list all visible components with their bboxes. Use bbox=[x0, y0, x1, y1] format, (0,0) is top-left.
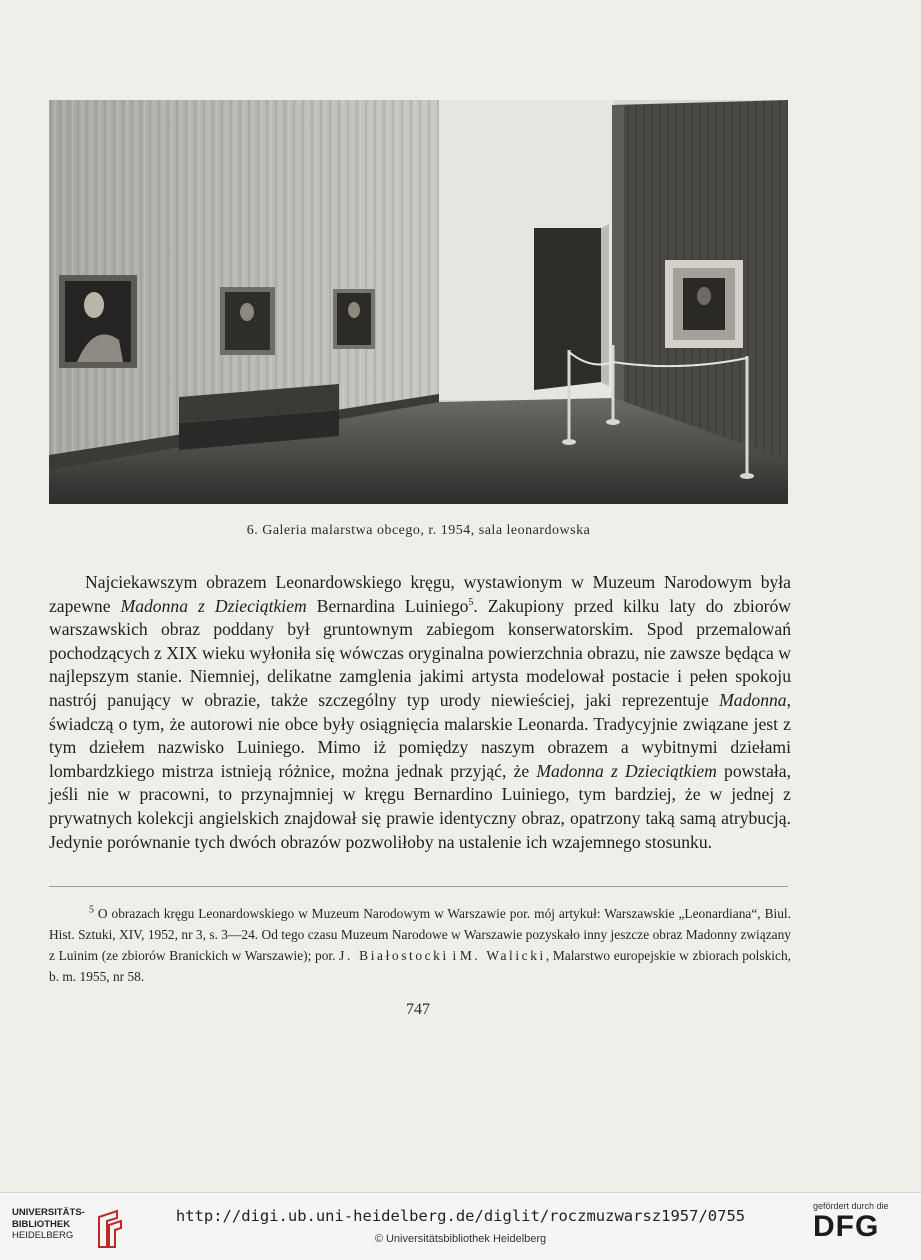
library-footer bbox=[0, 1192, 921, 1260]
text-run: Najciekawszym obrazem Leonardowskiego kręgu, wystawionym w Muzeum Narodowym była zapewne bbox=[49, 572, 791, 616]
logo-line: BIBLIOTHEK bbox=[12, 1218, 71, 1230]
italic-title: Madonna z Dzieciątkiem bbox=[120, 595, 307, 616]
footnote-paragraph bbox=[49, 903, 791, 987]
text-run: , świadczą o tym, że autorowi nie obce były osiągnięcia malarskie Leonarda. Tradycyjnie związane jest z tym dziełem nazwisko Luiniego. Mimo iż pomiędzy naszym obrazem a wybitnymi dziełami lombardzkiego mistrza istnieją różnice, można jednak przyjąć, że bbox=[49, 689, 791, 781]
footnote-number: 5 bbox=[89, 904, 94, 916]
main-text bbox=[49, 571, 791, 854]
dfg-funding-note[interactable] bbox=[813, 1201, 903, 1243]
text-run: . Zakupiony przed kilku laty do zbiorów warszawskich obraz poddany był gruntownym zabiegom konserwatorskim. Spod przemalowań pochodzących z XIX wieku wyłoniła się wówczas oryginalna powierzchnia obrazu, nie zawsze będąca w najlepszym stanie. Niemniej, delikatne zamglenia jakimi artysta modelował postacie i pełen spokoju nastrój panujący w obrazie, także szczególny typ urody niewieściej, jaki reprezentuje bbox=[49, 595, 791, 710]
italic-title: Madonna bbox=[719, 689, 787, 710]
copyright-notice: © Universitätsbibliothek Heidelberg bbox=[374, 1233, 547, 1245]
logo-line: UNIVERSITÄTS- bbox=[12, 1207, 85, 1218]
author-name: J. Białostocki bbox=[339, 948, 449, 963]
text-run: , Malarstwo europejskie w zbiorach polskich, b. m. 1955, nr 58. bbox=[49, 948, 792, 984]
gallery-photo-illustration bbox=[49, 100, 788, 504]
logo-line: HEIDELBERG bbox=[12, 1230, 74, 1241]
dfg-logo: DFG bbox=[813, 1210, 880, 1243]
gallery-photograph bbox=[49, 100, 788, 504]
text-run: i bbox=[448, 948, 460, 963]
text-run: powstała, jeśli nie w pracowni, to przynajmniej w kręgu Bernardino Luiniego, tym bardziej, że w jednej z prywatnych kolekcji angielskich znajdował się prawie identyczny obraz, opatrzony taką samą atrybucją. Jedynie porównanie tych dwóch obrazów pozwoliłoby na ustalenie ich wzajemnego stosunku. bbox=[49, 760, 791, 852]
funded-by-label: gefördert durch die bbox=[813, 1201, 889, 1211]
figure-caption: 6. Galeria malarstwa obcego, r. 1954, sala leonardowska bbox=[246, 523, 591, 538]
text-run: O obrazach kręgu Leonardowskiego w Muzeum Narodowym w Warszawie por. mój artykuł: Warszawskie „Leonardiana“, Biul. Hist. Sztuki, XIV, 1952, nr 3, s. 3—24. Od tego czasu Muzeum Narodowe w Warszawie pozyskało inny jeszcze obraz Madonny związany z Luinim (ze zbiorów Branickich w Warszawie); por. bbox=[49, 906, 791, 963]
permalink-url[interactable]: http://digi.ub.uni-heidelberg.de/diglit/roczmuzwarsz1957/0755 bbox=[175, 1207, 746, 1225]
page-number: 747 bbox=[406, 1001, 430, 1018]
author-name: M. Walicki bbox=[459, 948, 546, 963]
footnote bbox=[49, 903, 791, 987]
footnote-ref: 5 bbox=[468, 596, 474, 608]
footnote-divider bbox=[49, 886, 788, 887]
body-paragraph bbox=[49, 571, 791, 854]
text-run: Bernardina Luiniego bbox=[306, 595, 469, 616]
italic-title: Madonna z Dzieciątkiem bbox=[536, 760, 717, 781]
